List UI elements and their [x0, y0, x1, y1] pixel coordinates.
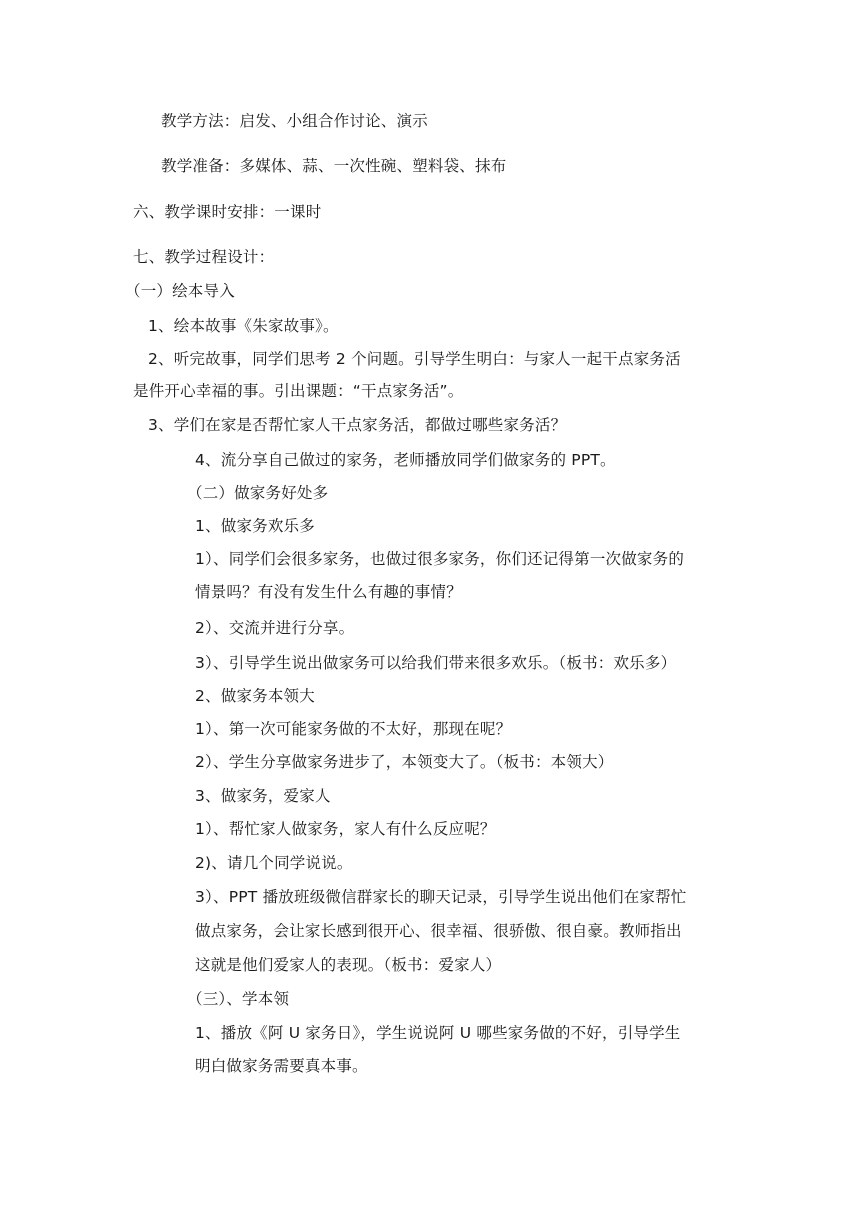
body-line: 4、流分享自己做过的家务，老师播放同学们做家务的 PPT。 — [195, 451, 616, 469]
body-line: 1）、第一次可能家务做的不太好，那现在呢？ — [195, 720, 512, 738]
body-line: 2、听完故事，同学们思考 2 个问题。引导学生明白：与家人一起干点家务活 — [148, 350, 681, 368]
body-line: 3、学们在家是否帮忙家人干点家务活，都做过哪些家务活？ — [148, 416, 567, 434]
body-line: 1）、同学们会很多家务，也做过很多家务，你们还记得第一次做家务的 — [195, 550, 685, 568]
item-heading: 2、做家务本领大 — [195, 687, 315, 705]
subsection-three-heading: （三）、学本领 — [187, 990, 290, 1008]
subsection-two-heading: （二）做家务好处多 — [187, 484, 329, 502]
body-line: 2）、交流并进行分享。 — [195, 619, 355, 637]
body-line: 1、播放《阿 U 家务日》，学生说说阿 U 哪些家务做的不好，引导学生 — [195, 1024, 681, 1042]
body-line: 这就是他们爱家人的表现。（板书：爱家人） — [195, 956, 502, 974]
body-line: 3）、PPT 播放班级微信群家长的聊天记录，引导学生说出他们在家帮忙 — [195, 888, 687, 906]
item-heading: 1、做家务欢乐多 — [195, 517, 315, 535]
body-line: 1、绘本故事《朱家故事》。 — [148, 317, 339, 335]
teaching-method-line: 教学方法：启发、小组合作讨论、演示 — [161, 112, 428, 130]
body-line: 2）、学生分享做家务进步了，本领变大了。（板书：本领大） — [195, 753, 614, 771]
section-six-heading: 六、教学课时安排：一课时 — [133, 203, 322, 221]
body-line: 做点家务，会让家长感到很开心、很幸福、很骄傲、很自豪。教师指出 — [195, 922, 682, 940]
body-line: 2)、请几个同学说说。 — [195, 854, 353, 872]
item-heading: 3、做家务，爱家人 — [195, 787, 331, 805]
body-line: 1）、帮忙家人做家务，家人有什么反应呢？ — [195, 820, 496, 838]
teaching-preparation-line: 教学准备：多媒体、蒜、一次性碗、塑料袋、抹布 — [161, 157, 507, 175]
subsection-one-heading: （一）绘本导入 — [125, 282, 235, 300]
section-seven-heading: 七、教学过程设计： — [133, 248, 275, 266]
body-line: 3）、引导学生说出做家务可以给我们带来很多欢乐。（板书：欢乐多） — [195, 654, 677, 672]
body-line: 情景吗？有没有发生什么有趣的事情？ — [195, 583, 462, 601]
body-line: 是件开心幸福的事。引出课题：“干点家务活”。 — [133, 382, 464, 400]
body-line: 明白做家务需要真本事。 — [195, 1057, 368, 1075]
